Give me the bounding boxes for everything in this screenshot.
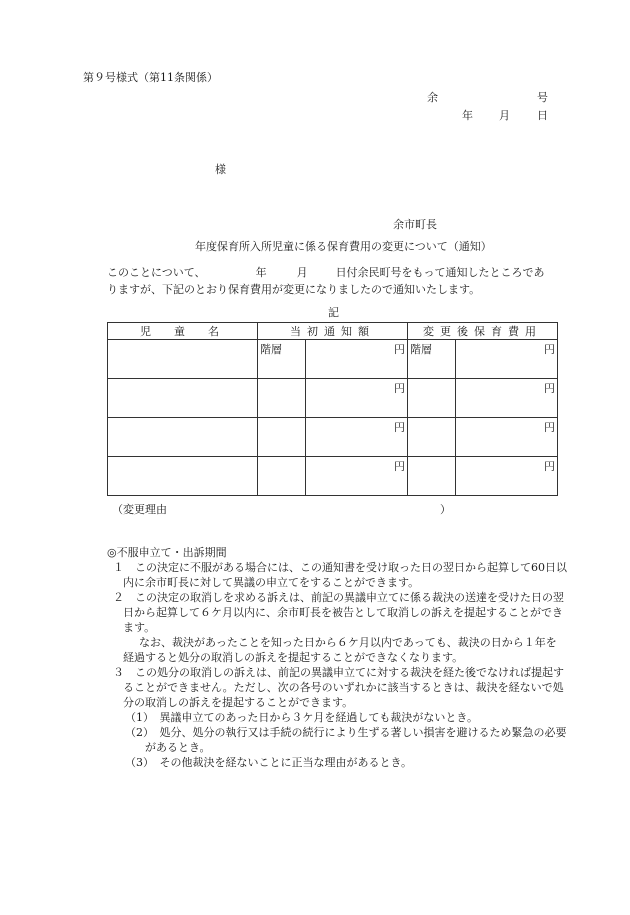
yen-unit: 円 <box>394 343 405 356</box>
child-name-cell <box>108 418 258 457</box>
tier-cell <box>408 340 456 379</box>
ki-heading: 記 <box>328 306 339 319</box>
notice-paragraph-1: １ この決定に不服がある場合には、この通知書を受け取った日の翌日から起算して60日以内に余市町長に対して異議の申立てをすることができます。 <box>113 561 567 589</box>
issuer-name: 余市町長 <box>393 218 437 231</box>
document-number-prefix: 余 <box>427 91 438 104</box>
yen-unit: 円 <box>544 421 555 434</box>
header-child-name: 児 童 名 <box>108 323 258 340</box>
amount-cell <box>306 418 408 457</box>
notice-paragraph-3: ３ この処分の取消しの訴えは、前記の異議申立てに対する裁決を経た後でなければ提起することができません。ただし、次の各号のいずれかに該当するときは、裁決を経ないで処分の取消しの訴えを提起することができます。 <box>113 666 564 709</box>
amount-cell <box>456 340 558 379</box>
body-line1-b: 日付余民町号をもって通知したところであ <box>335 266 545 279</box>
document-title: 年度保育所入所児童に係る保育費用の変更について（通知） <box>195 240 492 253</box>
tier-cell <box>408 418 456 457</box>
table-row <box>108 418 558 457</box>
tier-cell <box>408 379 456 418</box>
appeal-notice <box>107 545 567 770</box>
yen-unit: 円 <box>394 460 405 473</box>
child-name-cell <box>108 379 258 418</box>
yen-unit: 円 <box>394 382 405 395</box>
tier-cell <box>408 457 456 496</box>
fee-table <box>107 322 558 496</box>
change-reason-open: （変更理由 <box>112 503 167 516</box>
table-row <box>108 457 558 496</box>
amount-cell <box>456 418 558 457</box>
date-day-label: 日 <box>537 109 548 122</box>
amount-cell <box>306 340 408 379</box>
body-paragraph <box>107 264 552 298</box>
tier-cell <box>258 340 306 379</box>
notice-item-2: （2） 処分、処分の執行又は手続の続行により生ずる著しい損害を避けるため緊急の必要があるとき。 <box>125 726 567 754</box>
addressee-suffix: 様 <box>215 163 226 176</box>
date-month-label: 月 <box>499 109 510 122</box>
amount-cell <box>456 379 558 418</box>
body-line1-a: このことについて、 <box>107 266 206 279</box>
header-initial-amount: 当初通知額 <box>258 323 408 340</box>
amount-cell <box>306 379 408 418</box>
table-row <box>108 340 558 379</box>
table-row <box>108 379 558 418</box>
body-line2: りますが、下記のとおり保育費用が変更になりましたので通知いたします。 <box>107 283 481 296</box>
notice-paragraph-2-note: なお、裁決があったことを知った日から６ケ月以内であっても、裁決の日から１年を経過すると処分の取消しの訴えを提起することができなくなります。 <box>123 636 557 664</box>
body-month-label: 月 <box>296 266 308 279</box>
yen-unit: 円 <box>394 421 405 434</box>
table-header-row <box>108 323 558 340</box>
body-year-label: 年 <box>255 266 267 279</box>
tier-cell <box>258 418 306 457</box>
yen-unit: 円 <box>544 382 555 395</box>
notice-paragraph-2: ２ この決定の取消しを求める訴えは、前記の異議申立てに係る裁決の送達を受けた日の翌日から起算して６ケ月以内に、余市町長を被告として取消しの訴えを提起することができます。 <box>113 591 564 634</box>
tier-cell <box>258 379 306 418</box>
tier-label: 階層 <box>260 343 282 356</box>
notice-heading: ◎不服申立て・出訴期間 <box>107 546 227 559</box>
amount-cell <box>456 457 558 496</box>
form-label: 第９号様式（第11条関係） <box>83 71 218 84</box>
yen-unit: 円 <box>544 343 555 356</box>
child-name-cell <box>108 457 258 496</box>
notice-item-3: （3） その他裁決を経ないことに正当な理由があるとき。 <box>125 756 413 769</box>
date-year-label: 年 <box>462 109 473 122</box>
yen-unit: 円 <box>544 460 555 473</box>
document-number-suffix: 号 <box>537 91 548 104</box>
tier-label: 階層 <box>410 343 432 356</box>
child-name-cell <box>108 340 258 379</box>
notice-item-1: （1） 異議申立てのあった日から３ケ月を経過しても裁決がないとき。 <box>125 711 478 724</box>
header-changed-fee: 変更後保育費用 <box>408 323 558 340</box>
tier-cell <box>258 457 306 496</box>
change-reason-close: ） <box>440 503 451 516</box>
amount-cell <box>306 457 408 496</box>
